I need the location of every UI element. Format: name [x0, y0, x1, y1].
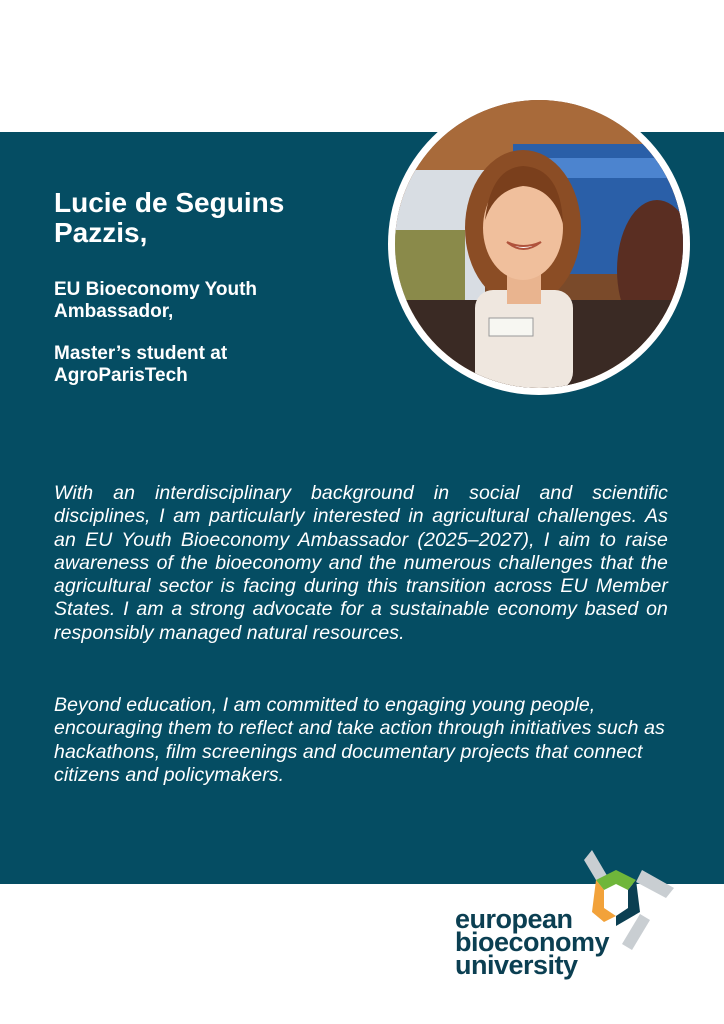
- logo-word-university: university: [455, 950, 578, 980]
- profile-name: Lucie de Seguins Pazzis,: [54, 187, 285, 248]
- bio-paragraph-engagement: Beyond education, I am committed to engaging young people, encouraging them to reflect and take action through initiatives such as hackathons, film screenings and documentary projects that connect citizens and policymakers.: [54, 694, 665, 786]
- logo-word-bioeconomy: bioeconomy: [455, 927, 610, 957]
- profile-role-student: Master’s student at AgroParisTech: [54, 343, 228, 386]
- logo-word-european: european: [455, 904, 573, 934]
- bio-paragraph-interests: With an interdisciplinary background in social and scientific disciplines, I am particularly interested in agricultural challenges. As an EU Youth Bioeconomy Ambassador (2025–2027), I aim to raise awareness of the bioeconomy and the numerous challenges that the agricultural sector is facing during this transition across EU Member States. I am a strong advocate for a sustainable economy based on responsibly managed natural resources.: [54, 482, 668, 644]
- profile-photo: [388, 93, 690, 395]
- logo-grey-segment-right: [636, 870, 674, 898]
- eubu-logo-wordmark: [455, 904, 610, 980]
- profile-role-ambassador: EU Bioeconomy Youth Ambassador,: [54, 279, 258, 322]
- portrait-image: [395, 100, 683, 388]
